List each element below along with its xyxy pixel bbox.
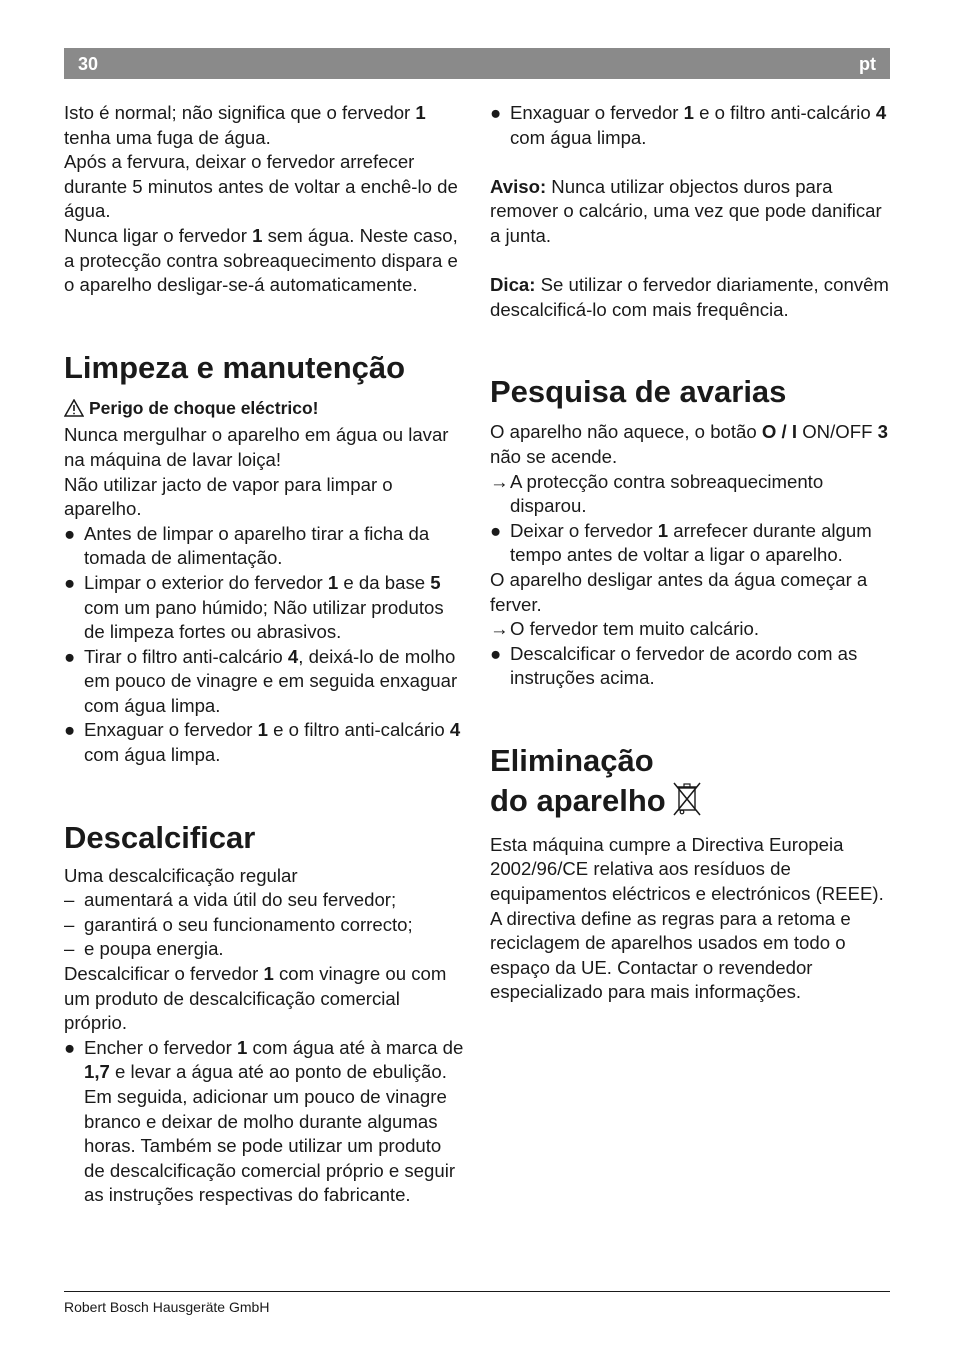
intro-paragraph-2: Após a fervura, deixar o fervedor arrefecer durante 5 minutos antes de voltar a enchê-lo de água. [64,151,458,222]
warning-line: Perigo de choque eléctrico! [64,396,466,424]
pesq-paragraph-2: O aparelho desligar antes da água começar a ferver. [490,568,868,615]
section-title-descalcificar: Descalcificar [64,819,256,855]
dash-item: – e poupa energia. [64,938,224,960]
section-title-eliminacao: Eliminação do aparelho [490,743,890,825]
footer-divider [64,1291,890,1292]
dash-item: – aumentará a vida útil do seu fervedor; [64,889,397,911]
desc-paragraph-1: Uma descalcificação regular [64,864,298,886]
elim-paragraph: Esta máquina cumpre a Directiva Europeia 2002/96/CE relativa aos resíduos de equipamentos eléctricos e electrónicos (REEE). A directiva define as regras para a retoma e reciclagem de aparelhos usados em todo o espaço da UE. Contactar o revendedor especializado para mais informações. [490,833,884,1003]
desc-paragraph-2: Descalcificar o fervedor 1 com vinagre ou com um produto de descalcificação comercial próprio. [64,963,447,1034]
page-number: 30 [78,54,99,74]
intro-paragraph-3: Nunca ligar o fervedor 1 sem água. Neste caso, a protecção contra sobreaquecimento dispara e o aparelho desligar-se-á automaticamente. [64,224,458,296]
left-column [64,101,466,1208]
list-item: ● Deixar o fervedor 1 arrefecer durante algum tempo antes de voltar a ligar o aparelho. [490,519,872,566]
limpeza-paragraph-2: Não utilizar jacto de vapor para limpar o aparelho. [64,473,393,520]
warning-triangle-icon [64,399,84,424]
list-item: ● Limpar o exterior do fervedor 1 e da base 5 com um pano húmido; Não utilizar produtos de limpeza fortes ou abrasivos. [64,571,444,643]
list-item: ● Antes de limpar o aparelho tirar a ficha da tomada de alimentação. [64,522,430,569]
aviso-paragraph: Aviso: Nunca utilizar objectos duros para remover o calcário, uma vez que pode danificar a junta. [490,175,882,246]
pesq-paragraph-1: O aparelho não aquece, o botão O / I ON/OFF 3 não se acende. [490,421,888,467]
arrow-item: → O fervedor tem muito calcário. [490,618,760,640]
limpeza-paragraph-1: Nunca mergulhar o aparelho em água ou lavar na máquina de lavar loiça! [64,424,449,470]
crossed-bin-icon [672,779,702,825]
right-column [490,101,890,1005]
list-item: ● Enxaguar o fervedor 1 e o filtro anti-calcário 4 com água limpa. [490,102,887,148]
footer-company: Robert Bosch Hausgeräte GmbH [64,1299,270,1315]
page-header-bar [64,48,890,79]
dash-item: – garantirá o seu funcionamento correcto; [64,913,413,935]
arrow-item: → A protecção contra sobreaquecimento disparou. [490,470,824,517]
language-code: pt [859,54,876,74]
list-item: ● Encher o fervedor 1 com água até à marca de 1,7 e levar a água até ao ponto de ebulição. Em seguida, adicionar um pouco de vinagre branco e deixar de molho durante algumas horas. Também se pode utilizar um produto de descalcificação comercial próprio e seguir as instruções respectivas do fabricante. [64,1036,464,1206]
intro-paragraph: Isto é normal; não significa que o fervedor 1 tenha uma fuga de água. [64,102,426,148]
section-title-limpeza: Limpeza e manutenção [64,349,406,385]
list-item: ● Tirar o filtro anti-calcário 4, deixá-lo de molho em pouco de vinagre e em seguida enxaguar com água limpa. [64,645,458,716]
list-item: ● Enxaguar o fervedor 1 e o filtro anti-calcário 4 com água limpa. [64,719,461,766]
section-title-pesquisa: Pesquisa de avarias [490,374,787,410]
list-item: ● Descalcificar o fervedor de acordo com as instruções acima. [490,642,858,689]
dica-paragraph: Dica: Se utilizar o fervedor diariamente, convêm descalcificá-lo com mais frequência. [490,274,889,320]
